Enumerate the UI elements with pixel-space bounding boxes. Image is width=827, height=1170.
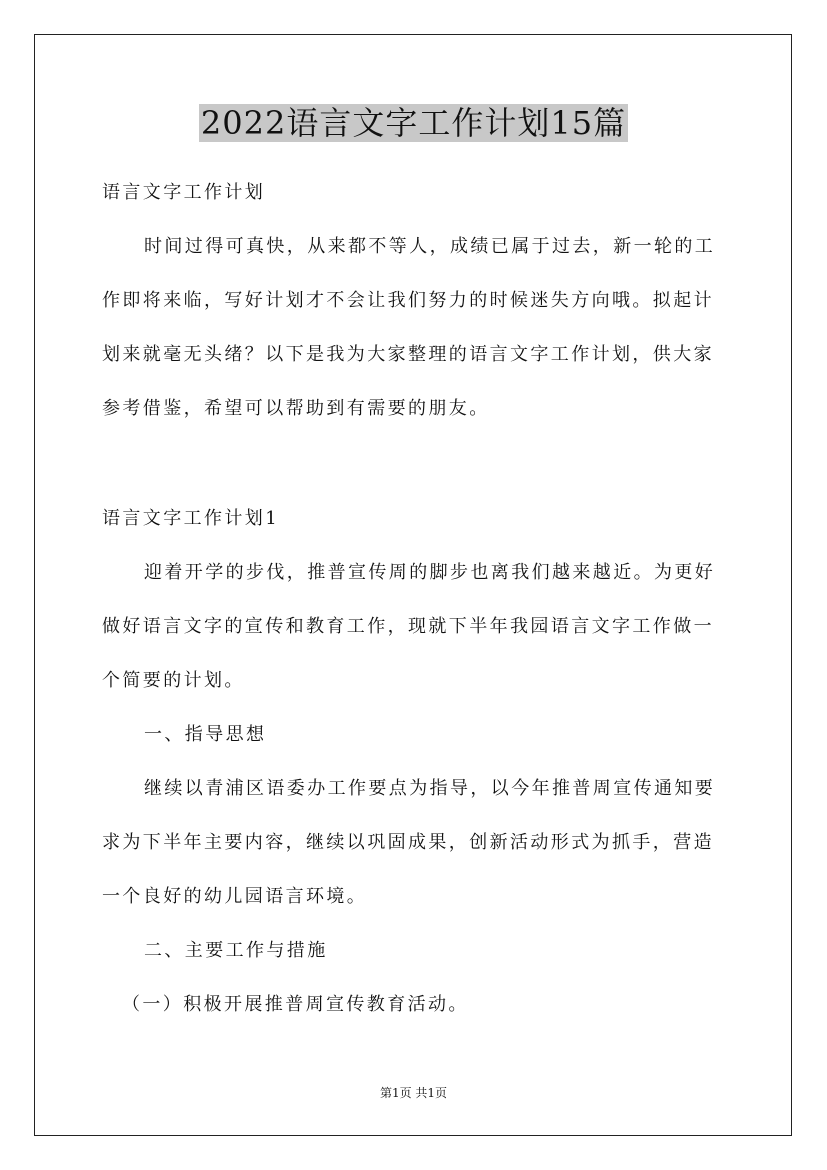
document-title-text: 2022语言文字工作计划15篇 <box>200 104 627 142</box>
paragraph-line: 时间过得可真快，从来都不等人，成绩已属于过去，新一轮的工 <box>144 236 716 257</box>
document-title <box>0 98 827 148</box>
subheading-guiding-ideology: 一、指导思想 <box>144 724 267 745</box>
paragraph-line: 一个良好的幼儿园语言环境。 <box>102 886 368 907</box>
paragraph-line: 个简要的计划。 <box>102 670 245 691</box>
subheading-main-work: 二、主要工作与措施 <box>144 940 328 961</box>
paragraph-line: 参考借鉴，希望可以帮助到有需要的朋友。 <box>102 398 490 419</box>
paragraph-line: 迎着开学的步伐，推普宣传周的脚步也离我们越来越近。为更好 <box>144 562 716 583</box>
paragraph-line: 继续以青浦区语委办工作要点为指导，以今年推普周宣传通知要 <box>144 778 716 799</box>
paragraph-line: 划来就毫无头绪？以下是我为大家整理的语言文字工作计划，供大家 <box>102 344 714 365</box>
paragraph-line: 做好语言文字的宣传和教育工作，现就下半年我园语言文字工作做一 <box>102 616 714 637</box>
page-footer: 第1页 共1页 <box>379 1086 448 1100</box>
section-heading-plan-1: 语言文字工作计划1 <box>102 508 280 529</box>
paragraph-line: 求为下半年主要内容，继续以巩固成果，创新活动形式为抓手，营造 <box>102 832 714 853</box>
subheading-activity-1: （一）积极开展推普周宣传教育活动。 <box>122 994 469 1015</box>
paragraph-line: 作即将来临，写好计划才不会让我们努力的时候迷失方向哦。拟起计 <box>102 290 714 311</box>
section-heading-intro: 语言文字工作计划 <box>102 182 266 203</box>
